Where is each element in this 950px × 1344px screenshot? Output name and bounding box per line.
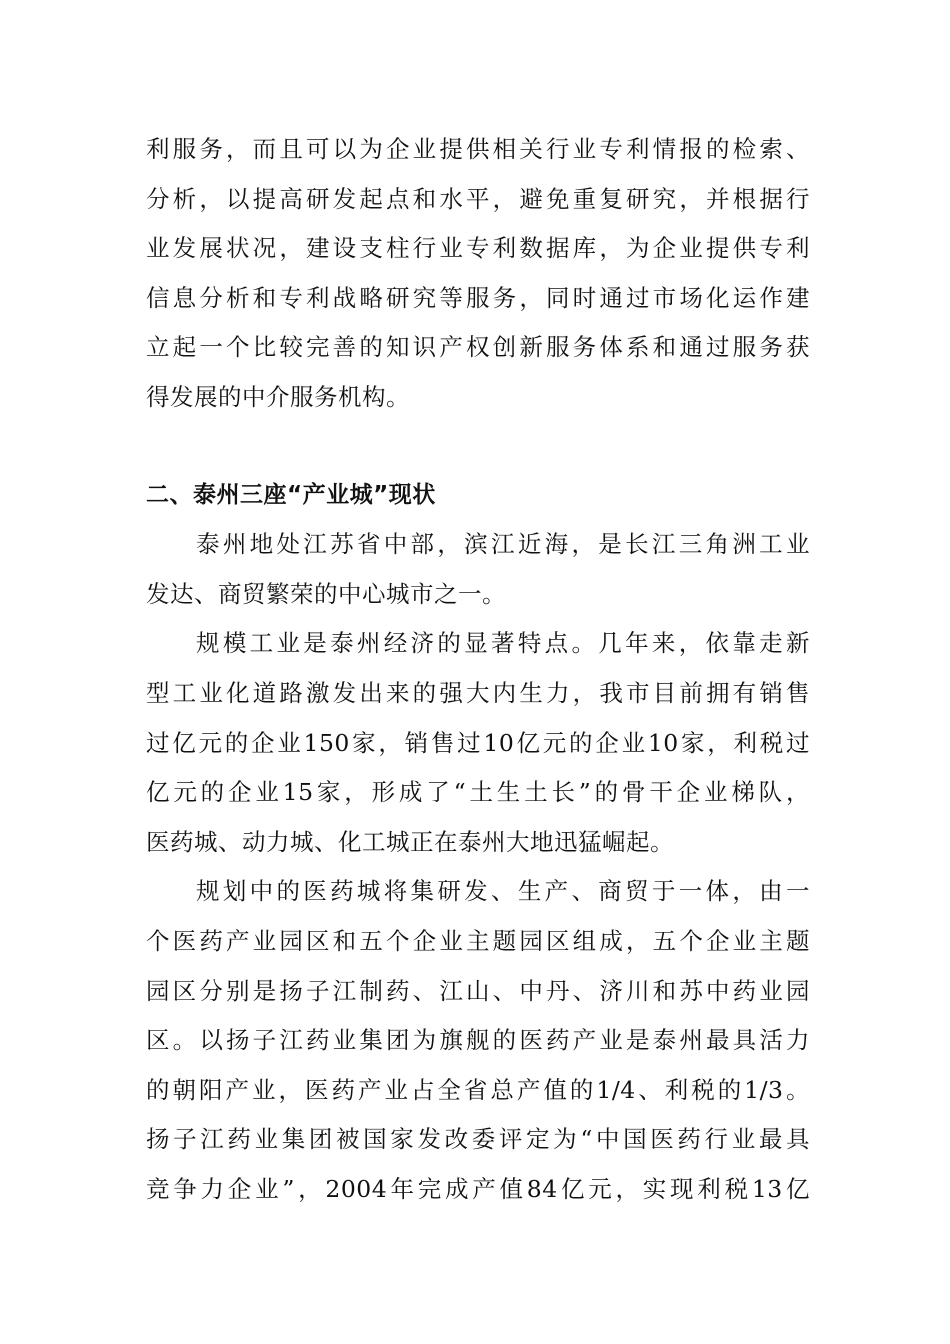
text-line: 利服务，而且可以为企业提供相关行业专利情报的检索、	[146, 135, 810, 163]
text-line: 发达、商贸繁荣的中心城市之一。	[146, 579, 506, 608]
text-line: 立起一个比较完善的知识产权创新服务体系和通过服务获	[146, 333, 810, 362]
text-line: 亿元的企业15家，形成了“土生土长”的骨干企业梯队，	[146, 778, 810, 807]
text-line: 竞争力企业”，2004年完成产值84亿元，实现利税13亿	[146, 1174, 810, 1203]
text-line: 过亿元的企业150家，销售过10亿元的企业10家，利税过	[146, 728, 810, 757]
text-line: 区。以扬子江药业集团为旗舰的医药产业是泰州最具活力	[146, 1026, 810, 1055]
text-line: 的朝阳产业，医药产业占全省总产值的1/4、利税的1/3。	[146, 1075, 810, 1104]
document-page	[146, 125, 810, 1214]
paragraph-location	[146, 520, 810, 619]
text-line: 业发展状况，建设支柱行业专利数据库，为企业提供专利	[146, 234, 810, 263]
text-line: 园区分别是扬子江制药、江山、中丹、济川和苏中药业园	[146, 976, 810, 1005]
section-heading: 二、泰州三座“产业城”现状	[146, 481, 436, 508]
text-line: 医药城、动力城、化工城正在泰州大地迅猛崛起。	[146, 827, 674, 856]
text-line: 泰州地处江苏省中部，滨江近海，是长江三角洲工业	[196, 530, 810, 559]
text-line: 规模工业是泰州经济的显著特点。几年来，依靠走新	[196, 629, 810, 658]
text-line: 得发展的中介服务机构。	[146, 382, 410, 411]
text-line: 分析，以提高研发起点和水平，避免重复研究，并根据行	[146, 184, 810, 213]
text-line: 规划中的医药城将集研发、生产、商贸于一体，由一	[196, 877, 810, 906]
text-line: 个医药产业园区和五个企业主题园区组成，五个企业主题	[146, 926, 810, 955]
section-gap	[146, 423, 810, 471]
paragraph-industry	[146, 619, 810, 867]
text-line: 信息分析和专利战略研究等服务，同时通过市场化运作建	[146, 283, 810, 312]
text-line: 扬子江药业集团被国家发改委评定为“中国医药行业最具	[146, 1125, 810, 1154]
text-line: 型工业化道路激发出来的强大内生力，我市目前拥有销售	[146, 678, 810, 707]
paragraph-medicine-city	[146, 867, 810, 1214]
intro-paragraph	[146, 125, 810, 423]
